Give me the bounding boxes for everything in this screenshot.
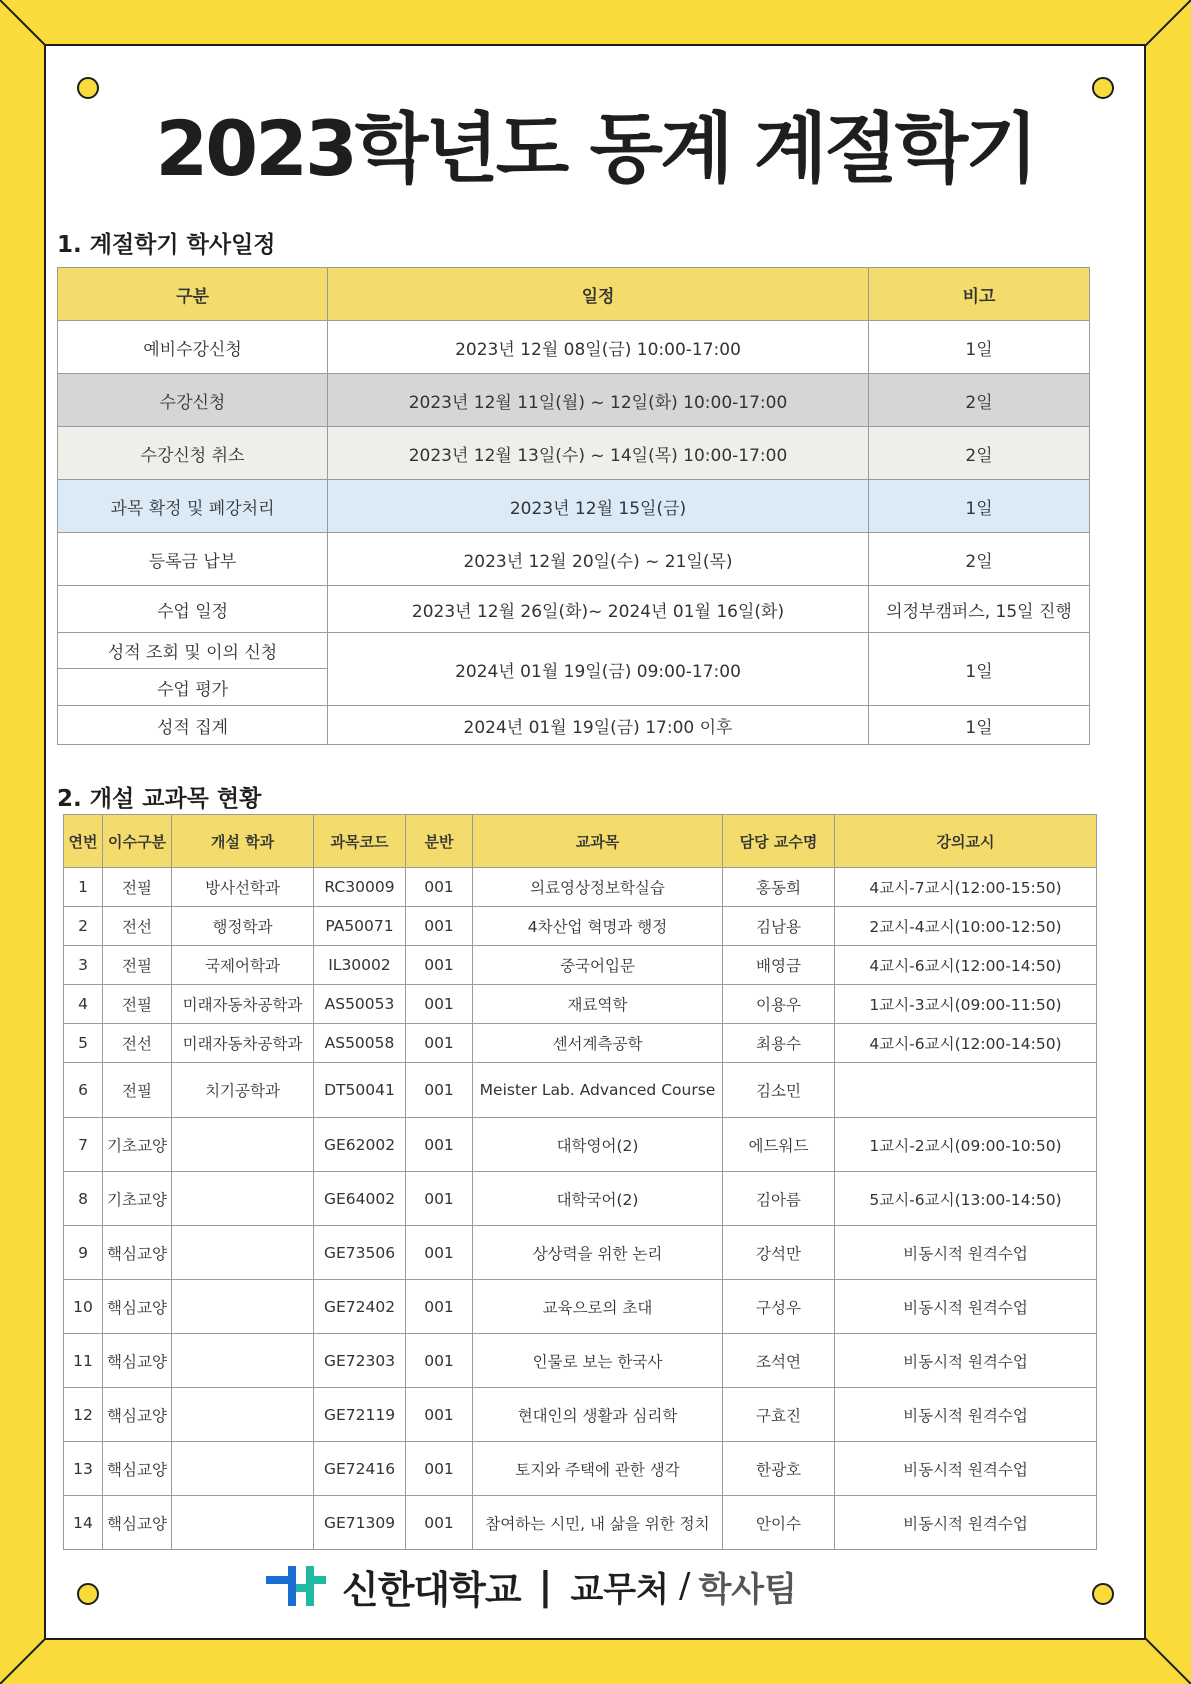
course-no: 2: [64, 907, 103, 946]
course-code: GE72416: [314, 1442, 406, 1496]
course-title: 대학국어(2): [473, 1172, 723, 1226]
course-code: AS50053: [314, 985, 406, 1024]
schedule-date: 2024년 01월 19일(금) 17:00 이후: [328, 706, 869, 745]
schedule-note: 1일: [869, 480, 1090, 533]
header-department: 개설 학과: [172, 815, 314, 868]
course-professor: 김소민: [723, 1063, 835, 1118]
course-no: 10: [64, 1280, 103, 1334]
course-type: 전선: [103, 907, 172, 946]
schedule-date: 2023년 12월 15일(금): [328, 480, 869, 533]
header-note: 비고: [869, 268, 1090, 321]
course-code: GE73506: [314, 1226, 406, 1280]
schedule-date: 2023년 12월 20일(수) ~ 21일(목): [328, 533, 869, 586]
course-type: 핵심교양: [103, 1280, 172, 1334]
course-department: [172, 1280, 314, 1334]
course-code: IL30002: [314, 946, 406, 985]
schedule-date: 2023년 12월 26일(화)~ 2024년 01월 16일(화): [328, 586, 869, 633]
course-type: 전선: [103, 1024, 172, 1063]
course-period: 4교시-6교시(12:00-14:50): [835, 946, 1097, 985]
course-period: 비동시적 원격수업: [835, 1442, 1097, 1496]
course-type: 핵심교양: [103, 1226, 172, 1280]
course-no: 5: [64, 1024, 103, 1063]
course-code: GE62002: [314, 1118, 406, 1172]
schedule-category: 성적 조회 및 이의 신청: [58, 633, 328, 669]
schedule-row: [58, 480, 1090, 533]
schedule-row: [58, 706, 1090, 745]
schedule-date: 2024년 01월 19일(금) 09:00-17:00: [328, 633, 869, 706]
courses-table: [63, 814, 1097, 1550]
course-professor: 최용수: [723, 1024, 835, 1063]
course-row: [64, 1388, 1097, 1442]
course-professor: 배영금: [723, 946, 835, 985]
course-department: 치기공학과: [172, 1063, 314, 1118]
course-professor: 에드워드: [723, 1118, 835, 1172]
course-row: [64, 907, 1097, 946]
course-type: 전필: [103, 868, 172, 907]
course-code: GE71309: [314, 1496, 406, 1550]
courses-header-row: [64, 815, 1097, 868]
course-section: 001: [406, 1388, 473, 1442]
header-type: 이수구분: [103, 815, 172, 868]
footer-logo: [262, 1558, 797, 1614]
course-title: 의료영상정보학실습: [473, 868, 723, 907]
course-no: 7: [64, 1118, 103, 1172]
course-section: 001: [406, 1496, 473, 1550]
course-row: [64, 1063, 1097, 1118]
course-department: [172, 1442, 314, 1496]
schedule-category: 수강신청: [58, 374, 328, 427]
course-period: 비동시적 원격수업: [835, 1388, 1097, 1442]
course-professor: 이용우: [723, 985, 835, 1024]
course-row: [64, 946, 1097, 985]
course-title: 4차산업 혁명과 행정: [473, 907, 723, 946]
course-title: 상상력을 위한 논리: [473, 1226, 723, 1280]
course-professor: 조석연: [723, 1334, 835, 1388]
course-section: 001: [406, 946, 473, 985]
schedule-row: [58, 374, 1090, 427]
header-section: 분반: [406, 815, 473, 868]
course-section: 001: [406, 985, 473, 1024]
schedule-table: [57, 267, 1090, 745]
course-no: 6: [64, 1063, 103, 1118]
course-type: 핵심교양: [103, 1496, 172, 1550]
course-professor: 한광호: [723, 1442, 835, 1496]
pin-bottom-left: [77, 1583, 99, 1605]
course-row: [64, 868, 1097, 907]
header-schedule: 일정: [328, 268, 869, 321]
course-code: GE72402: [314, 1280, 406, 1334]
course-type: 핵심교양: [103, 1388, 172, 1442]
course-department: 미래자동차공학과: [172, 985, 314, 1024]
course-code: AS50058: [314, 1024, 406, 1063]
course-period: 2교시-4교시(10:00-12:50): [835, 907, 1097, 946]
schedule-category: 수업 일정: [58, 586, 328, 633]
course-type: 전필: [103, 985, 172, 1024]
course-professor: 김아름: [723, 1172, 835, 1226]
course-period: [835, 1063, 1097, 1118]
schedule-category: 등록금 납부: [58, 533, 328, 586]
course-department: [172, 1388, 314, 1442]
course-no: 11: [64, 1334, 103, 1388]
schedule-category: 성적 집계: [58, 706, 328, 745]
course-period: 비동시적 원격수업: [835, 1280, 1097, 1334]
course-department: [172, 1118, 314, 1172]
course-row: [64, 1226, 1097, 1280]
course-section: 001: [406, 1442, 473, 1496]
course-title: 중국어입문: [473, 946, 723, 985]
schedule-note: 2일: [869, 374, 1090, 427]
course-no: 9: [64, 1226, 103, 1280]
schedule-row: [58, 427, 1090, 480]
course-period: 1교시-2교시(09:00-10:50): [835, 1118, 1097, 1172]
courses-heading: 2. 개설 교과목 현황: [57, 786, 262, 812]
course-section: 001: [406, 1172, 473, 1226]
schedule-note: 2일: [869, 533, 1090, 586]
course-period: 4교시-7교시(12:00-15:50): [835, 868, 1097, 907]
course-section: 001: [406, 907, 473, 946]
header-period: 강의교시: [835, 815, 1097, 868]
course-professor: 안이수: [723, 1496, 835, 1550]
course-title: 대학영어(2): [473, 1118, 723, 1172]
schedule-note: 의정부캠퍼스, 15일 진행: [869, 586, 1090, 633]
course-department: 행정학과: [172, 907, 314, 946]
course-no: 4: [64, 985, 103, 1024]
course-no: 13: [64, 1442, 103, 1496]
schedule-category: 과목 확정 및 폐강처리: [58, 480, 328, 533]
course-period: 비동시적 원격수업: [835, 1334, 1097, 1388]
schedule-row: [58, 633, 1090, 669]
course-no: 3: [64, 946, 103, 985]
schedule-note: 2일: [869, 427, 1090, 480]
course-department: 방사선학과: [172, 868, 314, 907]
course-code: PA50071: [314, 907, 406, 946]
course-title: 토지와 주택에 관한 생각: [473, 1442, 723, 1496]
schedule-note: 1일: [869, 321, 1090, 374]
course-section: 001: [406, 868, 473, 907]
course-section: 001: [406, 1334, 473, 1388]
pin-bottom-right: [1092, 1583, 1114, 1605]
schedule-date: 2023년 12월 13일(수) ~ 14일(목) 10:00-17:00: [328, 427, 869, 480]
course-no: 1: [64, 868, 103, 907]
schedule-note: 1일: [869, 706, 1090, 745]
course-department: 국제어학과: [172, 946, 314, 985]
course-section: 001: [406, 1226, 473, 1280]
course-row: [64, 985, 1097, 1024]
course-no: 8: [64, 1172, 103, 1226]
course-period: 1교시-3교시(09:00-11:50): [835, 985, 1097, 1024]
course-section: 001: [406, 1024, 473, 1063]
course-title: 현대인의 생활과 심리학: [473, 1388, 723, 1442]
course-period: 비동시적 원격수업: [835, 1496, 1097, 1550]
course-section: 001: [406, 1118, 473, 1172]
course-row: [64, 1334, 1097, 1388]
schedule-date: 2023년 12월 08일(금) 10:00-17:00: [328, 321, 869, 374]
course-row: [64, 1442, 1097, 1496]
course-code: DT50041: [314, 1063, 406, 1118]
course-type: 기초교양: [103, 1172, 172, 1226]
course-period: 5교시-6교시(13:00-14:50): [835, 1172, 1097, 1226]
course-professor: 홍동희: [723, 868, 835, 907]
course-type: 핵심교양: [103, 1442, 172, 1496]
schedule-note: 1일: [869, 633, 1090, 706]
course-type: 전필: [103, 1063, 172, 1118]
course-department: [172, 1226, 314, 1280]
course-section: 001: [406, 1063, 473, 1118]
course-period: 비동시적 원격수업: [835, 1226, 1097, 1280]
course-row: [64, 1496, 1097, 1550]
page-title: 2023학년도 동계 계절학기: [155, 104, 1036, 193]
course-title: 센서계측공학: [473, 1024, 723, 1063]
university-logo-icon: [262, 1562, 328, 1610]
schedule-category: 예비수강신청: [58, 321, 328, 374]
course-no: 14: [64, 1496, 103, 1550]
course-code: GE64002: [314, 1172, 406, 1226]
header-professor: 담당 교수명: [723, 815, 835, 868]
office-name: 교무처: [570, 1569, 669, 1610]
team-name: 학사팀: [698, 1569, 797, 1610]
schedule-category: 수강신청 취소: [58, 427, 328, 480]
course-department: [172, 1172, 314, 1226]
course-type: 전필: [103, 946, 172, 985]
course-department: [172, 1334, 314, 1388]
course-row: [64, 1118, 1097, 1172]
course-title: 교육으로의 초대: [473, 1280, 723, 1334]
course-professor: 강석만: [723, 1226, 835, 1280]
course-code: RC30009: [314, 868, 406, 907]
course-row: [64, 1024, 1097, 1063]
header-category: 구분: [58, 268, 328, 321]
header-course: 교과목: [473, 815, 723, 868]
course-code: GE72119: [314, 1388, 406, 1442]
header-no: 연번: [64, 815, 103, 868]
course-no: 12: [64, 1388, 103, 1442]
course-row: [64, 1280, 1097, 1334]
course-type: 기초교양: [103, 1118, 172, 1172]
header-code: 과목코드: [314, 815, 406, 868]
footer-divider: |: [538, 1564, 553, 1608]
course-department: 미래자동차공학과: [172, 1024, 314, 1063]
schedule-heading: 1. 계절학기 학사일정: [57, 232, 276, 258]
course-period: 4교시-6교시(12:00-14:50): [835, 1024, 1097, 1063]
schedule-row: [58, 586, 1090, 633]
course-code: GE72303: [314, 1334, 406, 1388]
course-professor: 구효진: [723, 1388, 835, 1442]
course-professor: 김남용: [723, 907, 835, 946]
course-department: [172, 1496, 314, 1550]
course-type: 핵심교양: [103, 1334, 172, 1388]
course-title: 인물로 보는 한국사: [473, 1334, 723, 1388]
course-professor: 구성우: [723, 1280, 835, 1334]
course-section: 001: [406, 1280, 473, 1334]
schedule-date: 2023년 12월 11일(월) ~ 12일(화) 10:00-17:00: [328, 374, 869, 427]
course-title: 참여하는 시민, 내 삶을 위한 정치: [473, 1496, 723, 1550]
course-title: Meister Lab. Advanced Course: [473, 1063, 723, 1118]
footer-slash: /: [678, 1566, 691, 1606]
university-name: 신한대학교: [342, 1567, 521, 1612]
schedule-row: [58, 533, 1090, 586]
course-row: [64, 1172, 1097, 1226]
schedule-category: 수업 평가: [58, 669, 328, 706]
schedule-header-row: [58, 268, 1090, 321]
schedule-row: [58, 321, 1090, 374]
course-title: 재료역학: [473, 985, 723, 1024]
